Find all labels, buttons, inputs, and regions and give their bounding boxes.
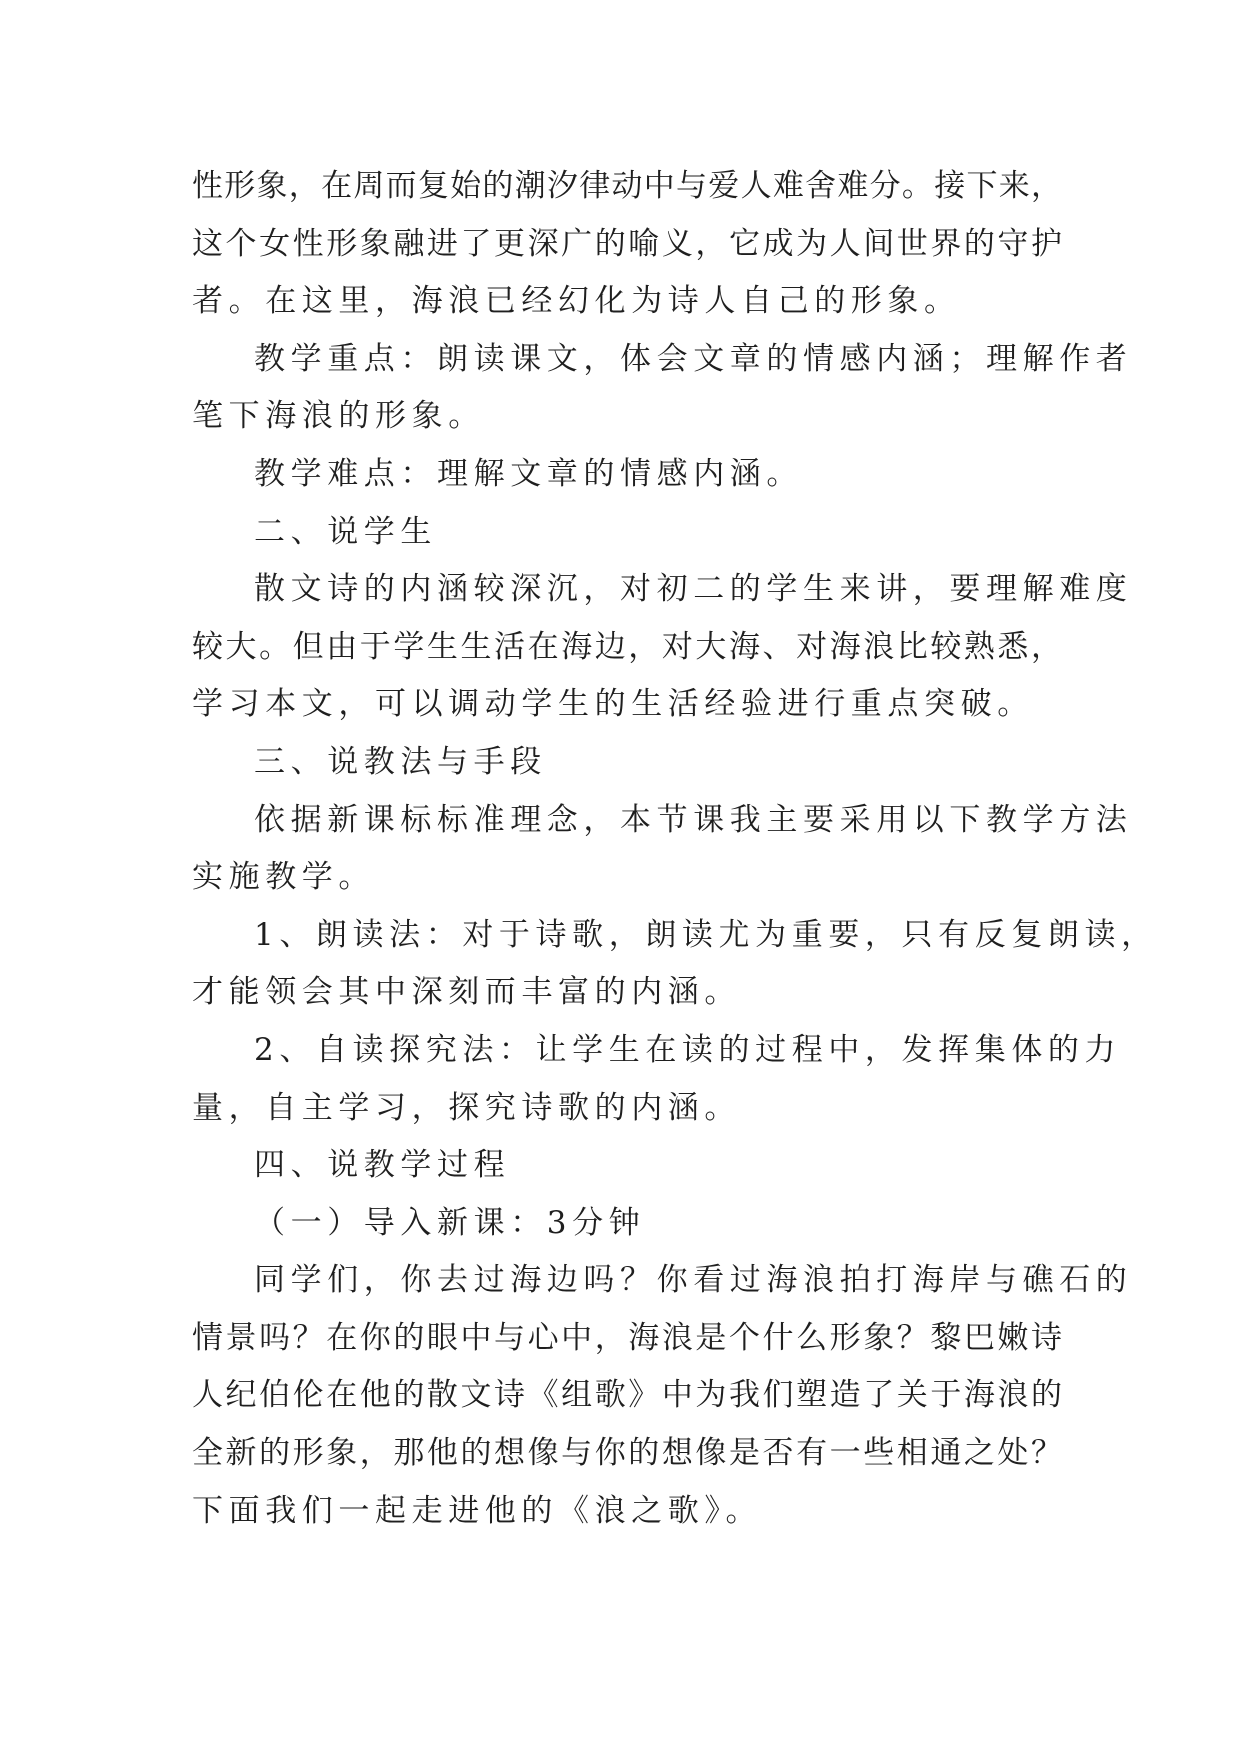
text-line: 才能领会其中深刻而丰富的内涵。 <box>192 974 741 1011</box>
text-line: 同学们，你去过海边吗？你看过海浪拍打海岸与礁石的 <box>254 1262 1133 1299</box>
text-line: 这个女性形象融进了更深广的喻义，它成为人间世界的守护 <box>192 225 1062 262</box>
text-line: 情景吗？在你的眼中与心中，海浪是个什么形象？黎巴嫩诗 <box>192 1319 1062 1356</box>
text-line: 人纪伯伦在他的散文诗《组歌》中为我们塑造了关于海浪的 <box>192 1377 1062 1414</box>
text-line: 教学难点：理解文章的情感内涵。 <box>254 455 803 492</box>
text-line: 实施教学。 <box>192 859 375 896</box>
text-line: 学习本文，可以调动学生的生活经验进行重点突破。 <box>192 686 1034 723</box>
subsection-heading: （一）导入新课：3分钟 <box>254 1204 646 1241</box>
text-line: 1、朗读法：对于诗歌，朗读尤为重要，只有反复朗读， <box>254 916 1158 953</box>
text-line: 依据新课标标准理念，本节课我主要采用以下教学方法 <box>254 801 1133 838</box>
body-text <box>192 158 1158 1540</box>
text-line: 下面我们一起走进他的《浪之歌》。 <box>192 1492 763 1529</box>
section-heading: 三、说教法与手段 <box>254 743 547 780</box>
text-line: 2、自读探究法：让学生在读的过程中，发挥集体的力 <box>254 1031 1122 1068</box>
text-line: 全新的形象，那他的想像与你的想像是否有一些相通之处？ <box>192 1435 1062 1472</box>
text-line: 量，自主学习，探究诗歌的内涵。 <box>192 1089 741 1126</box>
text-line: 者。在这里，海浪已经幻化为诗人自己的形象。 <box>192 283 961 320</box>
text-line: 笔下海浪的形象。 <box>192 398 485 435</box>
text-line: 教学重点：朗读课文，体会文章的情感内涵；理解作者 <box>254 340 1133 377</box>
text-line: 散文诗的内涵较深沉，对初二的学生来讲，要理解难度 <box>254 571 1133 608</box>
text-line: 性形象，在周而复始的潮汐律动中与爱人难舍难分。接下来， <box>192 168 1062 204</box>
section-heading: 四、说教学过程 <box>254 1147 511 1184</box>
text-line: 较大。但由于学生生活在海边，对大海、对海浪比较熟悉， <box>192 628 1062 665</box>
section-heading: 二、说学生 <box>254 513 437 550</box>
